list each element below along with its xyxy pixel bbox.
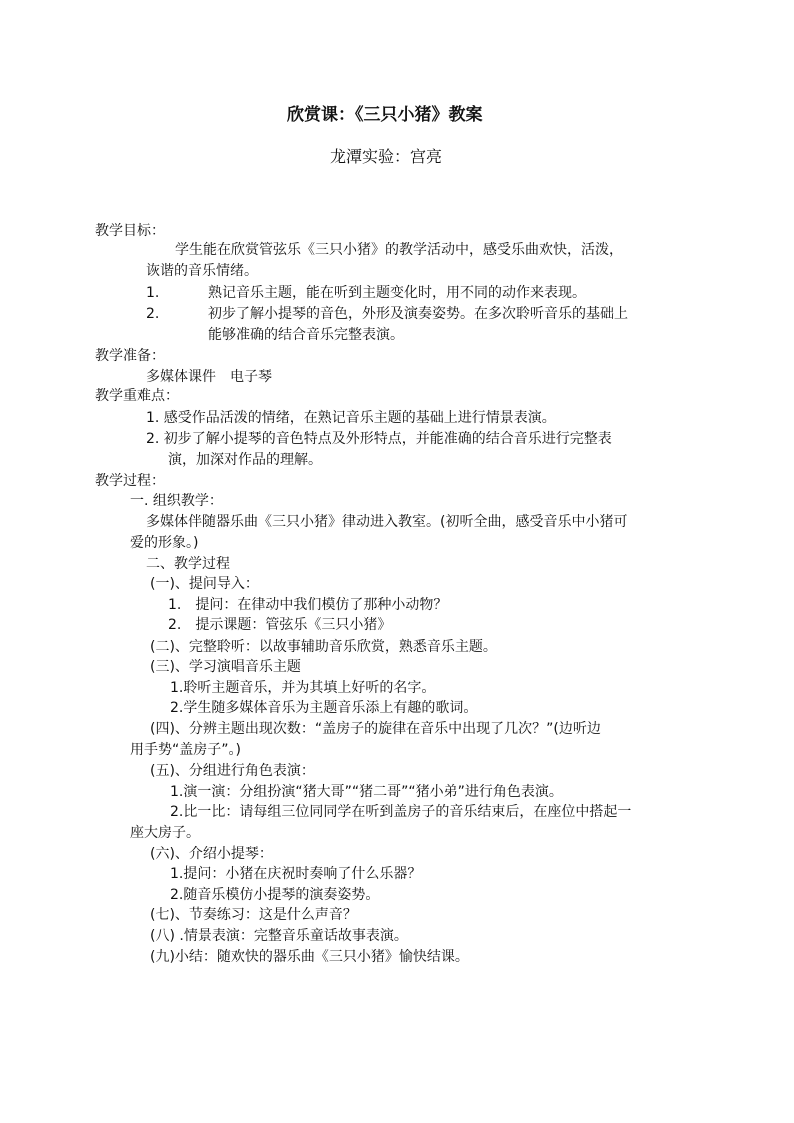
process-section-1-text-line-2: 爱的形象。) xyxy=(130,535,199,551)
process-part-5-item-1: 1.演一演：分组扮演“猪大哥”“猪二哥”“猪小弟”进行角色表演。 xyxy=(170,784,563,800)
process-part-8: (八) .情景表演：完整音乐童话故事表演。 xyxy=(150,928,408,944)
goals-item-1-text: 熟记音乐主题，能在听到主题变化时，用不同的动作来表现。 xyxy=(208,285,586,301)
process-section-1: 一. 组织教学： xyxy=(130,493,223,509)
key-item-1: 1. 感受作品活泼的情绪，在熟记音乐主题的基础上进行情景表演。 xyxy=(146,410,556,426)
goals-item-1-number: 1. xyxy=(146,285,160,301)
process-part-1-item-1: 1. 提问：在律动中我们模仿了那种小动物？ xyxy=(168,597,448,613)
goals-item-2-text-line-2: 能够准确的结合音乐完整表演。 xyxy=(208,327,404,343)
document-title: 欣赏课：《三只小猪》教案 xyxy=(287,105,483,125)
process-part-1-item-2: 2. 提示课题：管弦乐《三只小猪》 xyxy=(168,617,392,633)
key-item-2-line-1: 2. 初步了解小提琴的音色特点及外形特点，并能准确的结合音乐进行完整表 xyxy=(146,431,612,447)
key-heading: 教学重难点： xyxy=(95,388,179,404)
process-section-2: 二、教学过程 xyxy=(146,556,230,572)
process-part-4-line-2: 用手势“盖房子”。) xyxy=(130,742,241,758)
prep-text: 多媒体课件 电子琴 xyxy=(146,369,272,385)
goals-intro-line-2: 诙谐的音乐情绪。 xyxy=(146,263,258,279)
process-part-2: (二)、完整聆听：以故事辅助音乐欣赏，熟悉音乐主题。 xyxy=(150,639,497,655)
process-part-1: (一)、提问导入： xyxy=(150,576,259,592)
process-heading: 教学过程： xyxy=(95,473,165,489)
goals-item-2-number: 2. xyxy=(146,306,160,322)
process-part-4-line-1: (四)、分辨主题出现次数：“盖房子的旋律在音乐中出现了几次？”(边听边 xyxy=(150,721,601,737)
document-author: 龙潭实验：宫亮 xyxy=(330,147,443,166)
goals-item-2-text-line-1: 初步了解小提琴的音色，外形及演奏姿势。在多次聆听音乐的基础上 xyxy=(208,306,628,322)
process-part-9: (九)小结：随欢快的器乐曲《三只小猪》愉快结课。 xyxy=(150,949,469,965)
process-part-6: (六)、介绍小提琴： xyxy=(150,846,273,862)
process-part-6-item-1: 1.提问：小猪在庆祝时奏响了什么乐器？ xyxy=(170,866,422,882)
prep-heading: 教学准备： xyxy=(95,348,165,364)
process-part-7: (七)、节奏练习：这是什么声音？ xyxy=(150,907,357,923)
process-part-3-item-2: 2.学生随多媒体音乐为主题音乐添上有趣的歌词。 xyxy=(170,700,478,716)
process-part-5-item-2-line-1: 2.比一比：请每组三位同同学在听到盖房子的音乐结束后，在座位中搭起一 xyxy=(170,804,632,820)
process-part-5: (五)、分组进行角色表演： xyxy=(150,763,315,779)
process-section-1-text-line-1: 多媒体伴随器乐曲《三只小猪》律动进入教室。(初听全曲，感受音乐中小猪可 xyxy=(146,514,628,530)
goals-heading: 教学目标： xyxy=(95,223,165,239)
process-part-3-item-1: 1.聆听主题音乐，并为其填上好听的名字。 xyxy=(170,680,436,696)
goals-intro-line-1: 学生能在欣赏管弦乐《三只小猪》的教学活动中，感受乐曲欢快，活泼， xyxy=(175,242,623,258)
process-part-6-item-2: 2.随音乐模仿小提琴的演奏姿势。 xyxy=(170,887,380,903)
process-part-3: (三)、学习演唱音乐主题 xyxy=(150,659,301,675)
key-item-2-line-2: 演，加深对作品的理解。 xyxy=(168,452,322,468)
process-part-5-item-2-line-2: 座大房子。 xyxy=(130,825,200,841)
